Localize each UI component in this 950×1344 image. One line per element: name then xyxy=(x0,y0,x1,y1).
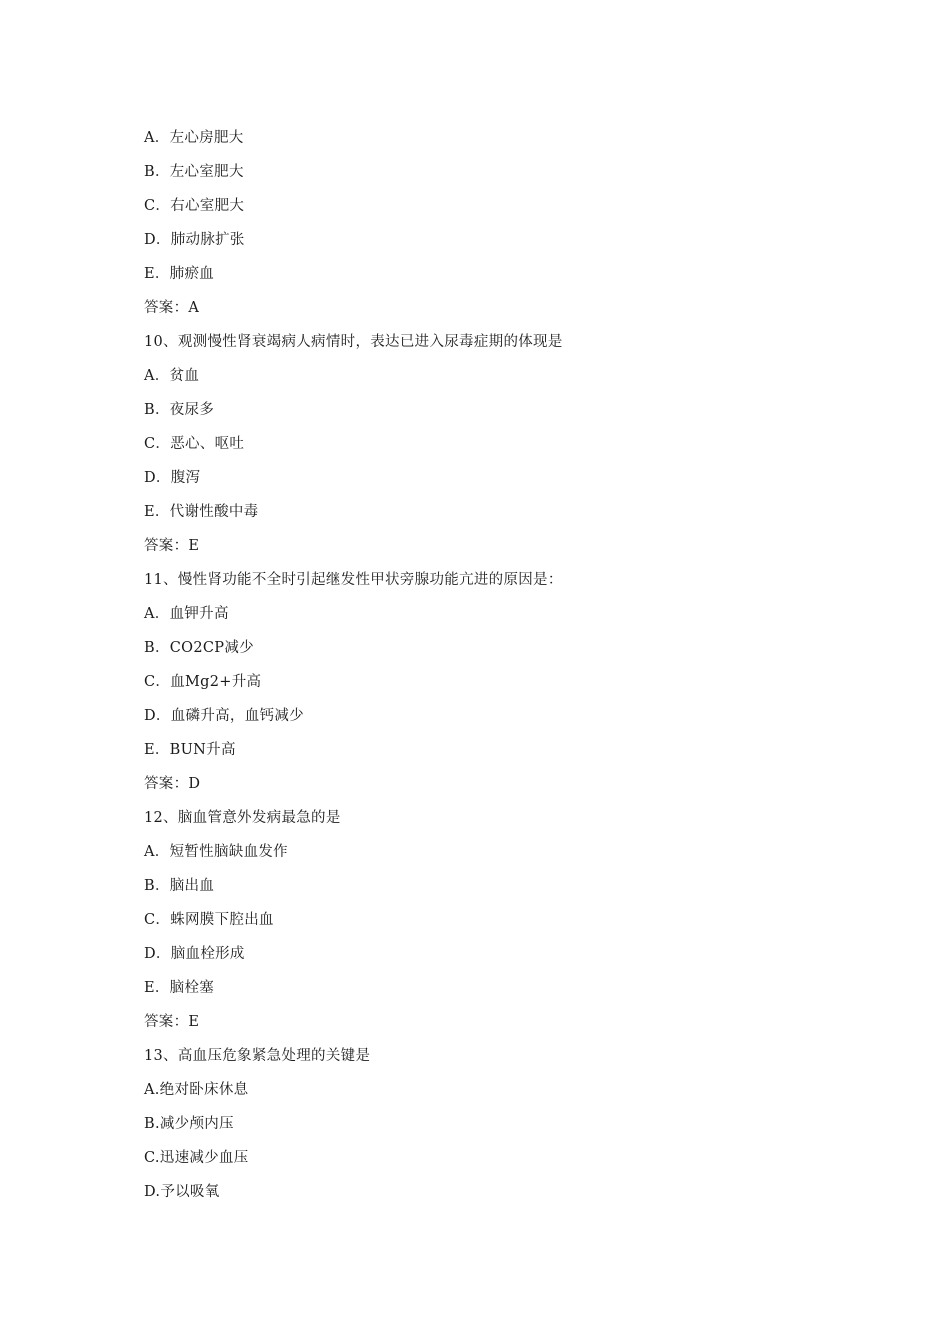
answer-q9: 答案：A xyxy=(144,300,200,316)
option-e-q11: E．BUN升高 xyxy=(144,742,236,758)
option-c-q10: C．恶心、呕吐 xyxy=(144,436,245,452)
option-d-q10: D．腹泻 xyxy=(144,470,201,486)
question-13: 13、高血压危象紧急处理的关键是 xyxy=(144,1048,371,1064)
answer-q12: 答案：E xyxy=(144,1014,200,1030)
option-d-q9: D．肺动脉扩张 xyxy=(144,232,245,248)
option-a-q13: A.绝对卧床休息 xyxy=(144,1082,249,1098)
option-a-q9: A．左心房肥大 xyxy=(144,130,244,146)
option-a-q11: A．血钾升高 xyxy=(144,606,229,622)
option-b-q10: B．夜尿多 xyxy=(144,402,215,418)
option-c-q13: C.迅速减少血压 xyxy=(144,1150,249,1166)
option-a-q10: A．贫血 xyxy=(144,368,200,384)
option-b-q12: B．脑出血 xyxy=(144,878,215,894)
question-10: 10、观测慢性肾衰竭病人病情时，表达已进入尿毒症期的体现是 xyxy=(144,334,563,350)
question-11: 11、慢性肾功能不全时引起继发性甲状旁腺功能亢进的原因是： xyxy=(144,572,563,588)
option-d-q13: D.予以吸氧 xyxy=(144,1184,220,1200)
option-e-q12: E．脑栓塞 xyxy=(144,980,215,996)
option-c-q9: C．右心室肥大 xyxy=(144,198,245,214)
option-d-q12: D．脑血栓形成 xyxy=(144,946,245,962)
option-d-q11: D．血磷升高，血钙减少 xyxy=(144,708,304,724)
option-c-q12: C．蛛网膜下腔出血 xyxy=(144,912,274,928)
answer-q10: 答案：E xyxy=(144,538,200,554)
answer-q11: 答案：D xyxy=(144,776,201,792)
question-12: 12、脑血管意外发病最急的是 xyxy=(144,810,341,826)
option-b-q11: B．CO2CP减少 xyxy=(144,640,254,656)
document-body xyxy=(144,127,844,1215)
option-e-q9: E．肺瘀血 xyxy=(144,266,215,282)
option-b-q9: B．左心室肥大 xyxy=(144,164,244,180)
option-c-q11: C．血Mg2+升高 xyxy=(144,674,262,690)
option-e-q10: E．代谢性酸中毒 xyxy=(144,504,259,520)
option-a-q12: A．短暂性脑缺血发作 xyxy=(144,844,288,860)
option-b-q13: B.减少颅内压 xyxy=(144,1116,234,1132)
